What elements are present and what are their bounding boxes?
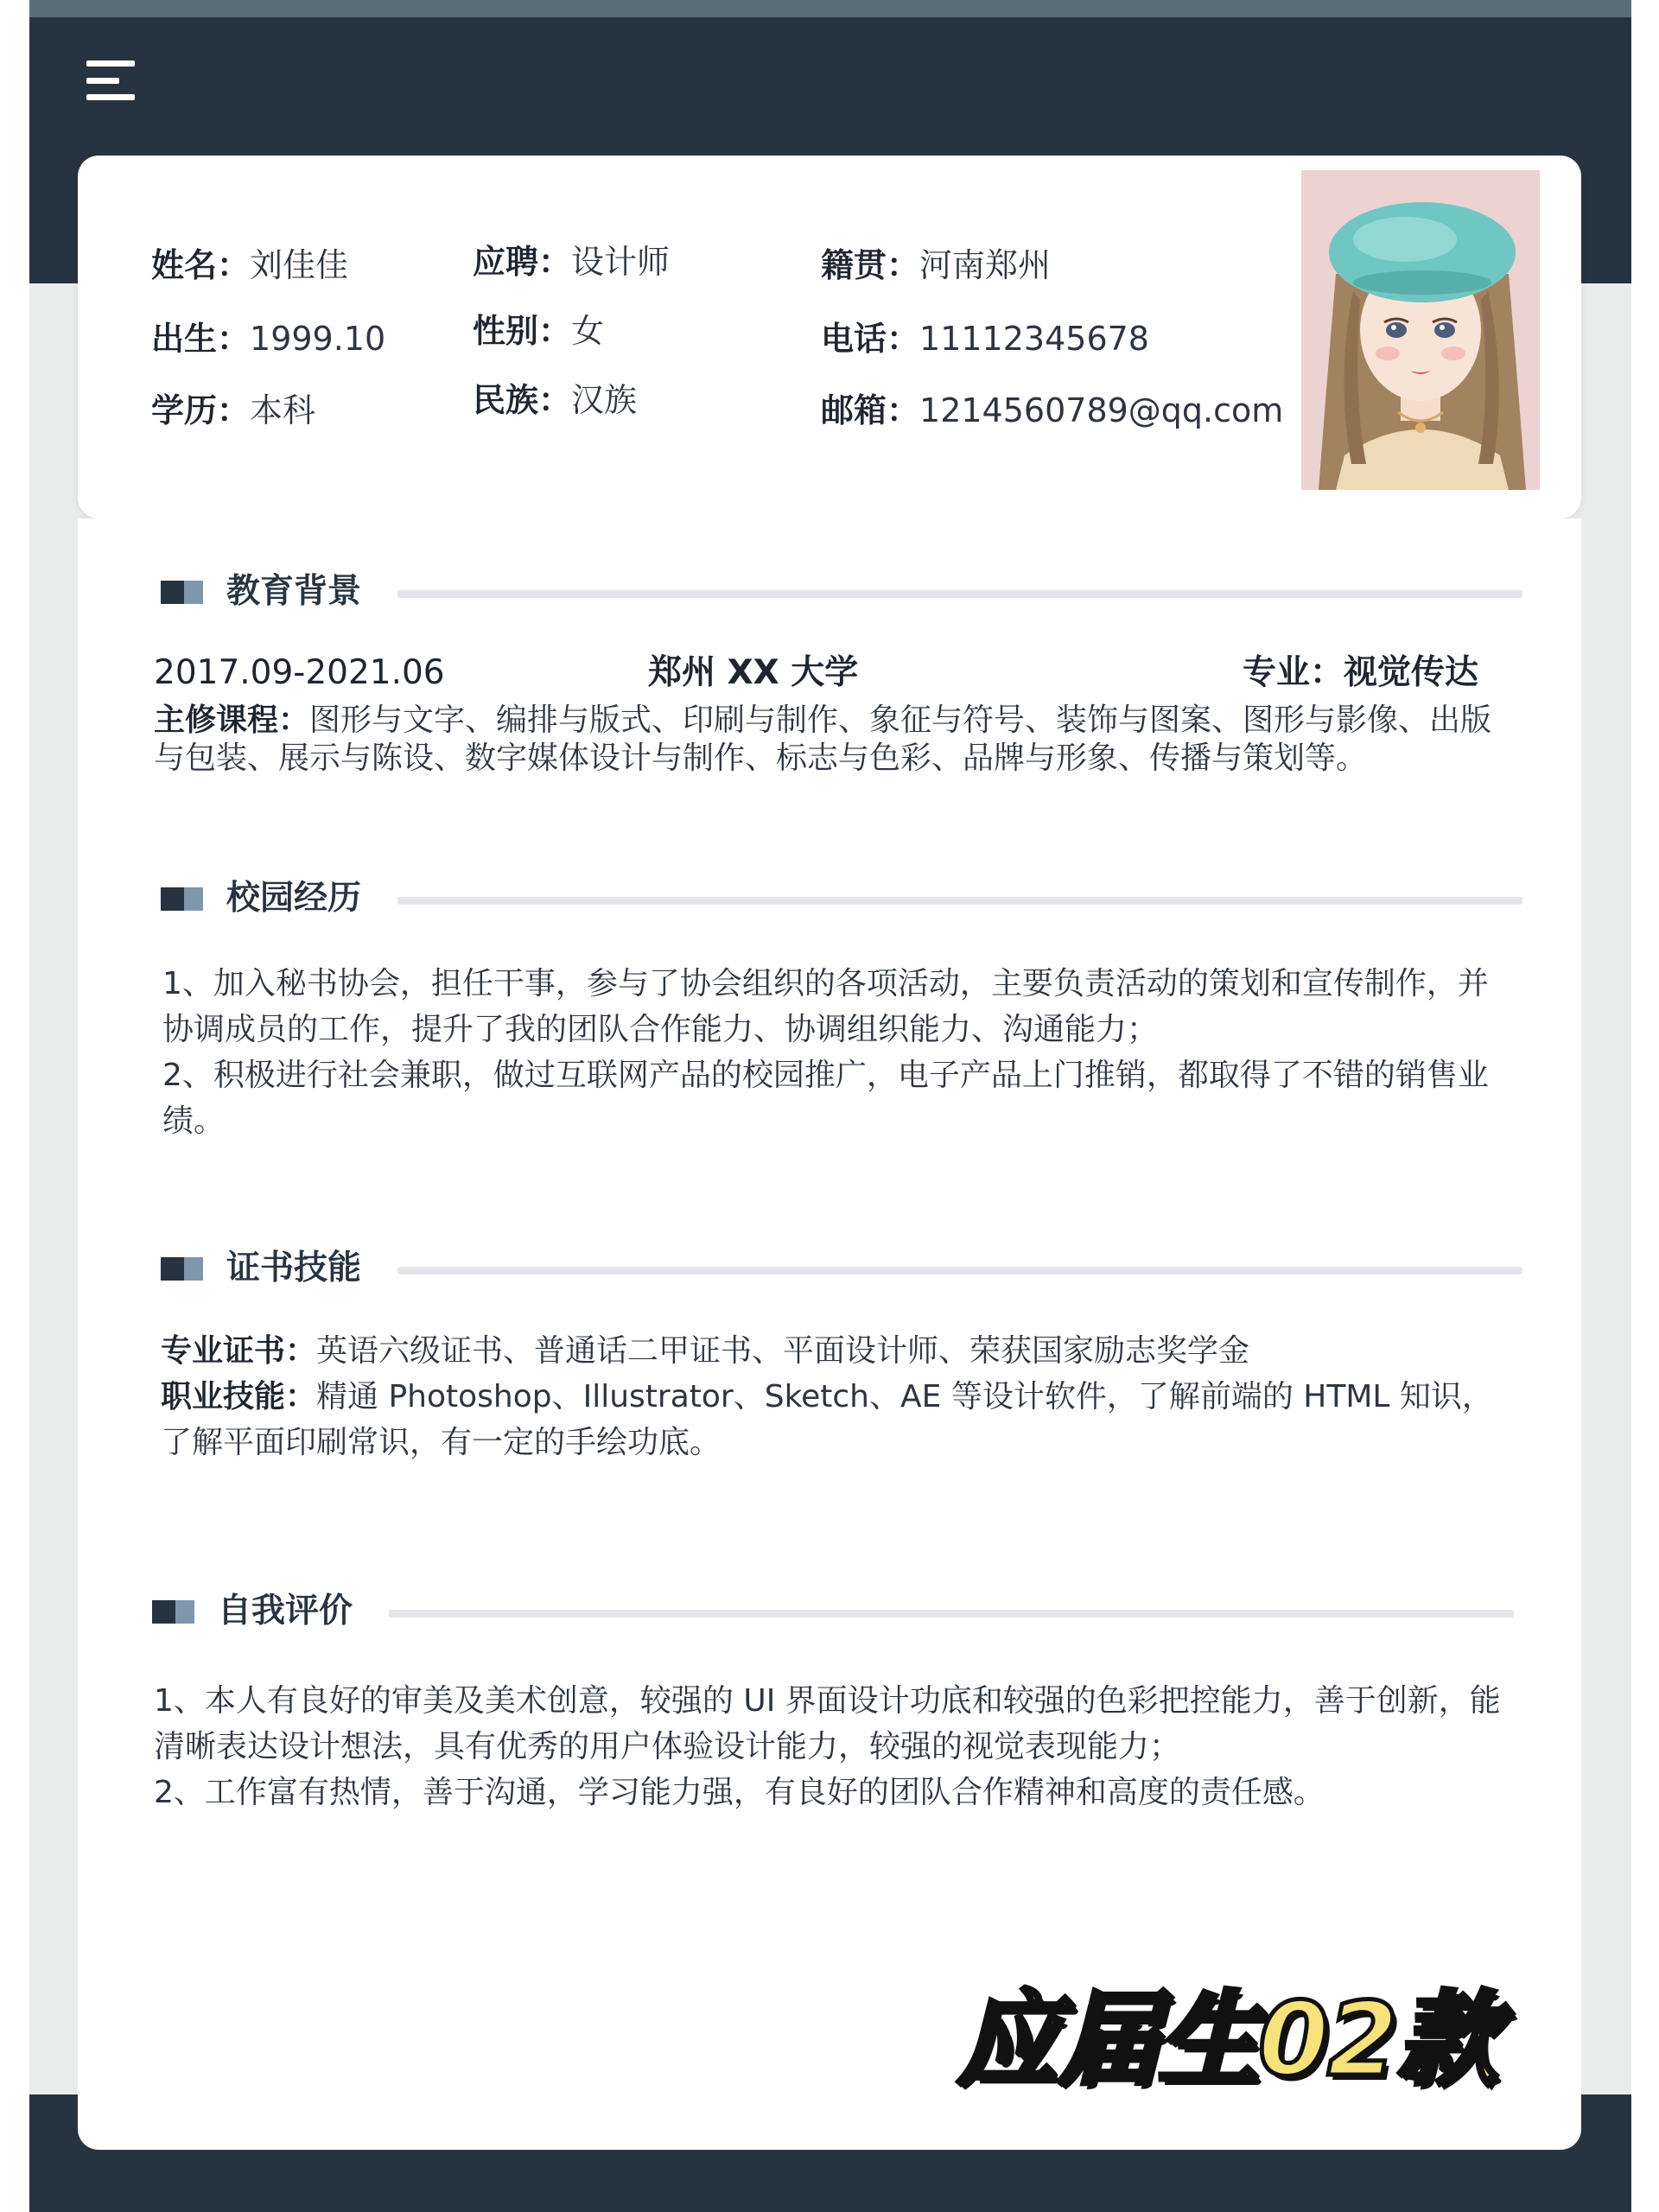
section-square-icon bbox=[161, 581, 184, 604]
self-evaluation-item-2: 2、工作富有热情，善于沟通，学习能力强，有良好的团队合作精神和高度的责任感。 bbox=[154, 1775, 1325, 1810]
section-header-self-evaluation bbox=[152, 1590, 1514, 1642]
left-margin bbox=[0, 0, 29, 2212]
section-header-certificates bbox=[161, 1247, 1522, 1299]
right-margin bbox=[1631, 0, 1659, 2212]
section-square-accent-icon bbox=[184, 1257, 203, 1281]
section-divider bbox=[397, 590, 1522, 598]
template-sticker-label: 应届生02款 bbox=[957, 1980, 1497, 2099]
section-square-accent-icon bbox=[184, 887, 203, 911]
profile-job: 应聘：设计师 bbox=[473, 243, 671, 281]
profile-origin: 籍贯：河南郑州 bbox=[821, 246, 1052, 284]
profile-birth: 出生：1999.10 bbox=[151, 320, 386, 358]
self-evaluation-item-1: 1、本人有良好的审美及美术创意，较强的 UI 界面设计功底和较强的色彩把控能力，善于创新，能清晰表达设计想法，具有优秀的用户体验设计能力，较强的视觉表现能力； bbox=[154, 1683, 1501, 1764]
section-title: 校园经历 bbox=[226, 879, 362, 918]
education-school: 郑州 XX 大学 bbox=[648, 653, 859, 692]
profile-name: 姓名：刘佳佳 bbox=[151, 246, 349, 284]
section-square-accent-icon bbox=[184, 581, 203, 604]
section-title: 自我评价 bbox=[218, 1592, 353, 1630]
certificates-list: 专业证书：英语六级证书、普通话二甲证书、平面设计师、荣获国家励志奖学金 bbox=[161, 1333, 1250, 1369]
campus-item-2: 2、积极进行社会兼职，做过互联网产品的校园推广，电子产品上门推销，都取得了不错的销售业绩。 bbox=[162, 1058, 1489, 1139]
hamburger-menu-icon[interactable] bbox=[86, 60, 135, 100]
section-square-icon bbox=[152, 1600, 175, 1624]
profile-gender: 性别：女 bbox=[473, 312, 605, 350]
education-period: 2017.09-2021.06 bbox=[154, 653, 445, 692]
section-header-education bbox=[161, 570, 1522, 622]
section-divider bbox=[397, 897, 1522, 905]
section-header-campus bbox=[161, 877, 1522, 929]
education-courses: 主修课程：图形与文字、编排与版式、印刷与制作、象征与符号、装饰与图案、图形与影像、出版与包装、展示与陈设、数字媒体设计与制作、标志与色彩、品牌与形象、传播与策划等。 bbox=[154, 702, 1492, 776]
campus-item-1: 1、加入秘书协会，担任干事，参与了协会组织的各项活动，主要负责活动的策划和宣传制作，并协调成员的工作，提升了我的团队合作能力、协调组织能力、沟通能力； bbox=[162, 966, 1489, 1047]
profile-phone: 电话：11112345678 bbox=[821, 320, 1149, 358]
profile-ethnicity: 民族：汉族 bbox=[473, 381, 638, 419]
profile-education: 学历：本科 bbox=[151, 391, 316, 429]
section-divider bbox=[397, 1267, 1522, 1274]
section-square-icon bbox=[161, 1257, 184, 1281]
avatar bbox=[1301, 170, 1540, 490]
section-title: 教育背景 bbox=[226, 572, 362, 611]
profile-email: 邮箱：1214560789@qq.com bbox=[821, 391, 1284, 429]
education-major: 专业：视觉传达 bbox=[1243, 653, 1479, 692]
section-square-accent-icon bbox=[175, 1600, 194, 1624]
top-strip bbox=[29, 0, 1631, 17]
skills-list: 职业技能：精通 Photoshop、Illustrator、Sketch、AE 等设计软件，了解前端的 HTML 知识，了解平面印刷常识，有一定的手绘功底。 bbox=[161, 1379, 1493, 1460]
section-title: 证书技能 bbox=[226, 1249, 362, 1287]
avatar-illustration bbox=[1301, 170, 1540, 490]
section-square-icon bbox=[161, 887, 184, 911]
section-divider bbox=[389, 1610, 1514, 1618]
